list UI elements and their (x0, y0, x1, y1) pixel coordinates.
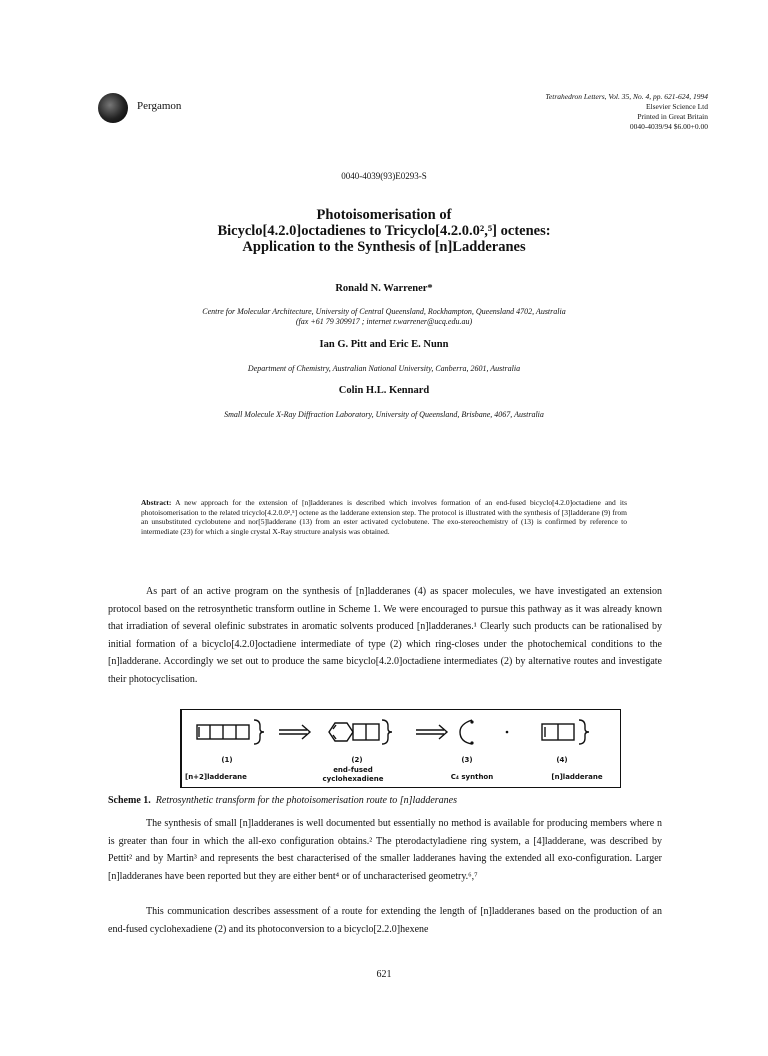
paper-title (0, 207, 768, 255)
scheme-number-1: (1) (221, 756, 233, 764)
affiliation-warrener (0, 307, 768, 327)
affiliation-contact: (fax +61 79 309917 ; internet r.warrener@ucq.edu.au) (295, 317, 473, 326)
scheme-1-figure (180, 709, 621, 788)
abstract-text: A new approach for the extension of [n]ladderanes is described which involves formation of an end-fused bicyclo[4.2.0]octadiene and its photoisomerisation to the related tricyclo[4.2.0.0²,⁵] octene as the ladderane extension step. The protocol is illustrated with the synthesis of [3]ladderane (9) from an unsubstituted cyclobutene and nor[5]ladderane (13) from an ester activated cyclobutene. The exo-stereochemistry of (13) is confirmed by reference to intermediate (23) for which a single crystal X-Ray structure analysis was obtained. (141, 498, 627, 536)
author-kennard: Colin H.L. Kennard (338, 385, 430, 396)
publisher-name: Pergamon (137, 100, 182, 112)
scheme-label-1: [n+2]ladderane (185, 773, 247, 781)
scheme-label-2: end-fused cyclohexadiene (322, 766, 384, 783)
affiliation-kennard: Small Molecule X-Ray Diffraction Laboratory, University of Queensland, Brisbane, 4067, Australia (224, 410, 544, 419)
brace-4 (579, 720, 589, 744)
journal-printed: Printed in Great Britain (637, 112, 708, 121)
c4-synthon-shape (460, 720, 472, 744)
paragraph-3: This communication describes assessment of a route for extending the length of [n]ladderanes based on the production of an end-fused cyclohexadiene (2) and its photoconversion to a bicyclo[2.2.0]hexene (108, 906, 662, 935)
pergamon-logo (98, 93, 128, 123)
scheme-number-3: (3) (461, 756, 473, 764)
brace-1 (254, 720, 264, 744)
title-line-3: Application to the Synthesis of [n]Ladderanes (242, 239, 526, 255)
author-pitt-nunn: Ian G. Pitt and Eric E. Nunn (319, 339, 449, 350)
paragraph-2: The synthesis of small [n]ladderanes is well documented but essentially no method is available for producing members where n is greater than four in which the all-exo configuration obtains.² The pterodactyladiene ring system, a [4]ladderane, was described by Pettit² and by Martin³ and represents the best characterised of the smaller ladderanes having the extended all exo-configuration. Larger [n]ladderanes have been reported but they are either bent⁴ or of uncharacterised geometry.⁶,⁷ (108, 818, 662, 882)
abstract (141, 498, 627, 536)
caption-text: Retrosynthetic transform for the photoisomerisation route to [n]ladderanes (155, 795, 457, 806)
title-line-2: Bicyclo[4.2.0]octadienes to Tricyclo[4.2.0.0²,⁵] octenes: (217, 223, 551, 239)
plus-dot (506, 731, 509, 734)
journal-price: 0040-4039/94 $6.00+0.00 (629, 122, 708, 131)
cyclohexadiene-shape (329, 723, 353, 741)
scheme-number-2: (2) (351, 756, 363, 764)
title-line-1: Photoisomerisation of (316, 207, 452, 223)
scheme-number-4: (4) (556, 756, 568, 764)
affiliation-pitt-nunn: Department of Chemistry, Australian National University, Canberra, 2601, Australia (247, 364, 521, 373)
arrow-1 (302, 725, 310, 739)
caption-label: Scheme 1. (108, 795, 151, 806)
journal-info (545, 92, 708, 132)
paragraph-1: As part of an active program on the synthesis of [n]ladderanes (4) as spacer molecules, we have investigated an extension protocol based on the retrosynthetic transform outline in Scheme 1. We were encouraged to pursue this pathway as it was already known that irradiation of several olefinic substrates in aromatic solvents produced [n]ladderanes.¹ Clearly such products can be rationalised by initial formation of a bicyclo[4.2.0]octadiene intermediate of type (2) which ring-closes under the photochemical conditions to the [n]ladderane. Accordingly we set out to produce the same bicyclo[4.2.0]octadiene intermediates (2) by alternative routes and investigate their photocyclisation. (108, 586, 662, 685)
brace-2 (382, 720, 392, 744)
author-warrener: Ronald N. Warrener* (335, 283, 433, 294)
abstract-label: Abstract: (141, 498, 172, 507)
scheme-label-4: [n]ladderane (551, 773, 603, 781)
affiliation-line: Centre for Molecular Architecture, University of Central Queensland, Rockhampton, Queensland 4702, Australia (202, 307, 566, 316)
journal-citation: Tetrahedron Letters, Vol. 35, No. 4, pp. 621-624, 1994 (545, 92, 708, 101)
scheme-caption (108, 795, 457, 806)
journal-publisher: Elsevier Science Ltd (645, 102, 708, 111)
page-number: 621 (376, 969, 392, 980)
scheme-label-3: C₄ synthon (450, 773, 494, 781)
arrow-2 (439, 725, 447, 739)
article-doi: 0040-4039(93)E0293-S (341, 171, 427, 181)
